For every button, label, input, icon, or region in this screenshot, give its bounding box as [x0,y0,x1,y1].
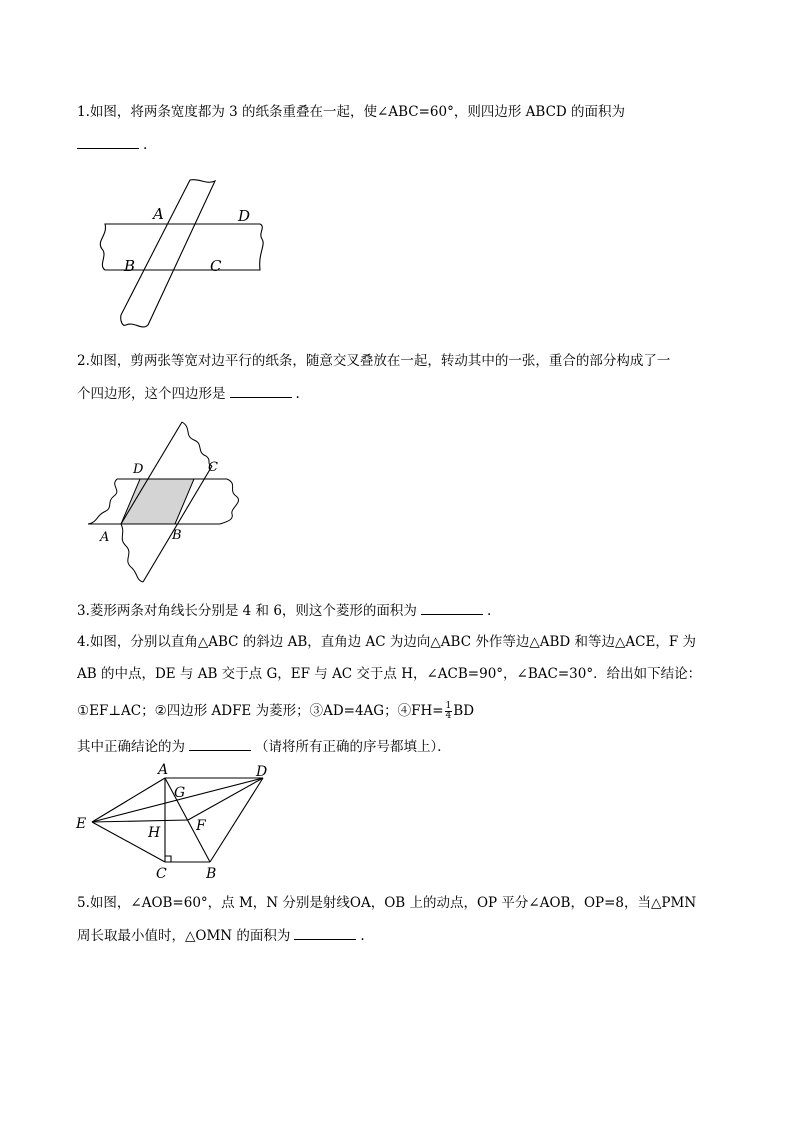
q4-text-line4 [77,736,451,757]
q1-label-C: C [210,257,222,275]
q5-answer-blank[interactable] [294,925,356,940]
q1-label-A: A [153,205,164,223]
q4-stem-2: AB 的中点，DE 与 AB 交于点 G，EF 与 AC 交于点 H，∠ACB=90°，∠BAC=30°．给出如下结论： [77,666,702,682]
q4-label-G: G [174,785,186,801]
q1-answer-blank[interactable] [77,134,139,149]
q2-label-A: A [100,530,110,545]
q2-label-C: C [208,460,218,475]
q4-conclusions: ①EF⊥AC；②四边形 ADFE 为菱形；③AD=4AG；④FH= [77,703,444,719]
q4-stem-1: 4.如图，分别以直角△ABC 的斜边 AB，直角边 AC 为边向△ABC 外作等边△ABD 和等边△ACE，F 为 [77,634,696,650]
q5-text-line1 [77,893,696,913]
q1-label-D: D [238,207,251,225]
q1-stem: 1.如图，将两条宽度都为 3 的纸条重叠在一起，使∠ABC=60°，则四边形 ABCD 的面积为 [77,104,626,120]
q4-label-C: C [156,866,167,882]
q1-strip-slanted [121,180,215,327]
q4-conclusions-end: BD [453,703,475,719]
q4-prompt-tail: （请将所有正确的序号都填上）． [255,739,451,755]
q2-label-B: B [172,528,182,543]
q4-text-line2 [77,664,701,684]
q4-fraction [445,702,453,721]
q1-answer-line [77,134,147,155]
q3-tail: . [486,603,492,619]
q4-answer-blank[interactable] [189,736,251,751]
q4-prompt: 其中正确结论的为 [77,739,185,755]
q4-label-E: E [76,816,87,832]
q4-figure [70,762,280,882]
q5-stem-1: 5.如图，∠AOB=60°，点 M，N 分别是射线OA，OB 上的动点，OP 平分∠AOB，OP=8，当△PMN [77,895,697,911]
q2-stem-2: 个四边形，这个四边形是 [77,386,226,402]
q2-label-D: D [133,462,144,477]
q5-stem-2: 周长取最小值时，△OMN 的面积为 [77,928,291,944]
q4-label-D: D [256,764,268,780]
q1-text [77,102,625,122]
q4-label-B: B [206,866,217,882]
q2-stem-1: 2.如图，剪两张等宽对边平行的纸条，随意交叉叠放在一起，转动其中的一张，重合的部分构成了一 [77,353,671,369]
q4-label-H: H [148,825,161,841]
q4-frac-numerator: 1 [445,701,452,711]
q2-answer-blank[interactable] [230,383,292,398]
q5-text-line2 [77,925,365,946]
q4-label-F: F [196,818,206,834]
q5-tail: . [360,928,365,944]
q1-figure [90,175,275,333]
q2-text-line2 [77,383,300,404]
q3-answer-blank[interactable] [421,600,483,615]
q3-text [77,600,491,621]
q2-text-line1 [77,351,670,371]
q4-label-A: A [158,762,169,778]
q4-text-line1 [77,632,696,652]
q4-text-line3 [77,701,474,721]
q1-tail: . [143,137,148,153]
q2-figure [80,418,250,588]
q3-stem: 3.菱形两条对角线长分别是 4 和 6，则这个菱形的面积为 [77,603,417,619]
q1-label-B: B [124,257,136,275]
q2-tail: . [295,386,300,402]
q2-overlap-shaded [121,479,194,524]
q4-frac-denominator: 4 [445,711,452,721]
